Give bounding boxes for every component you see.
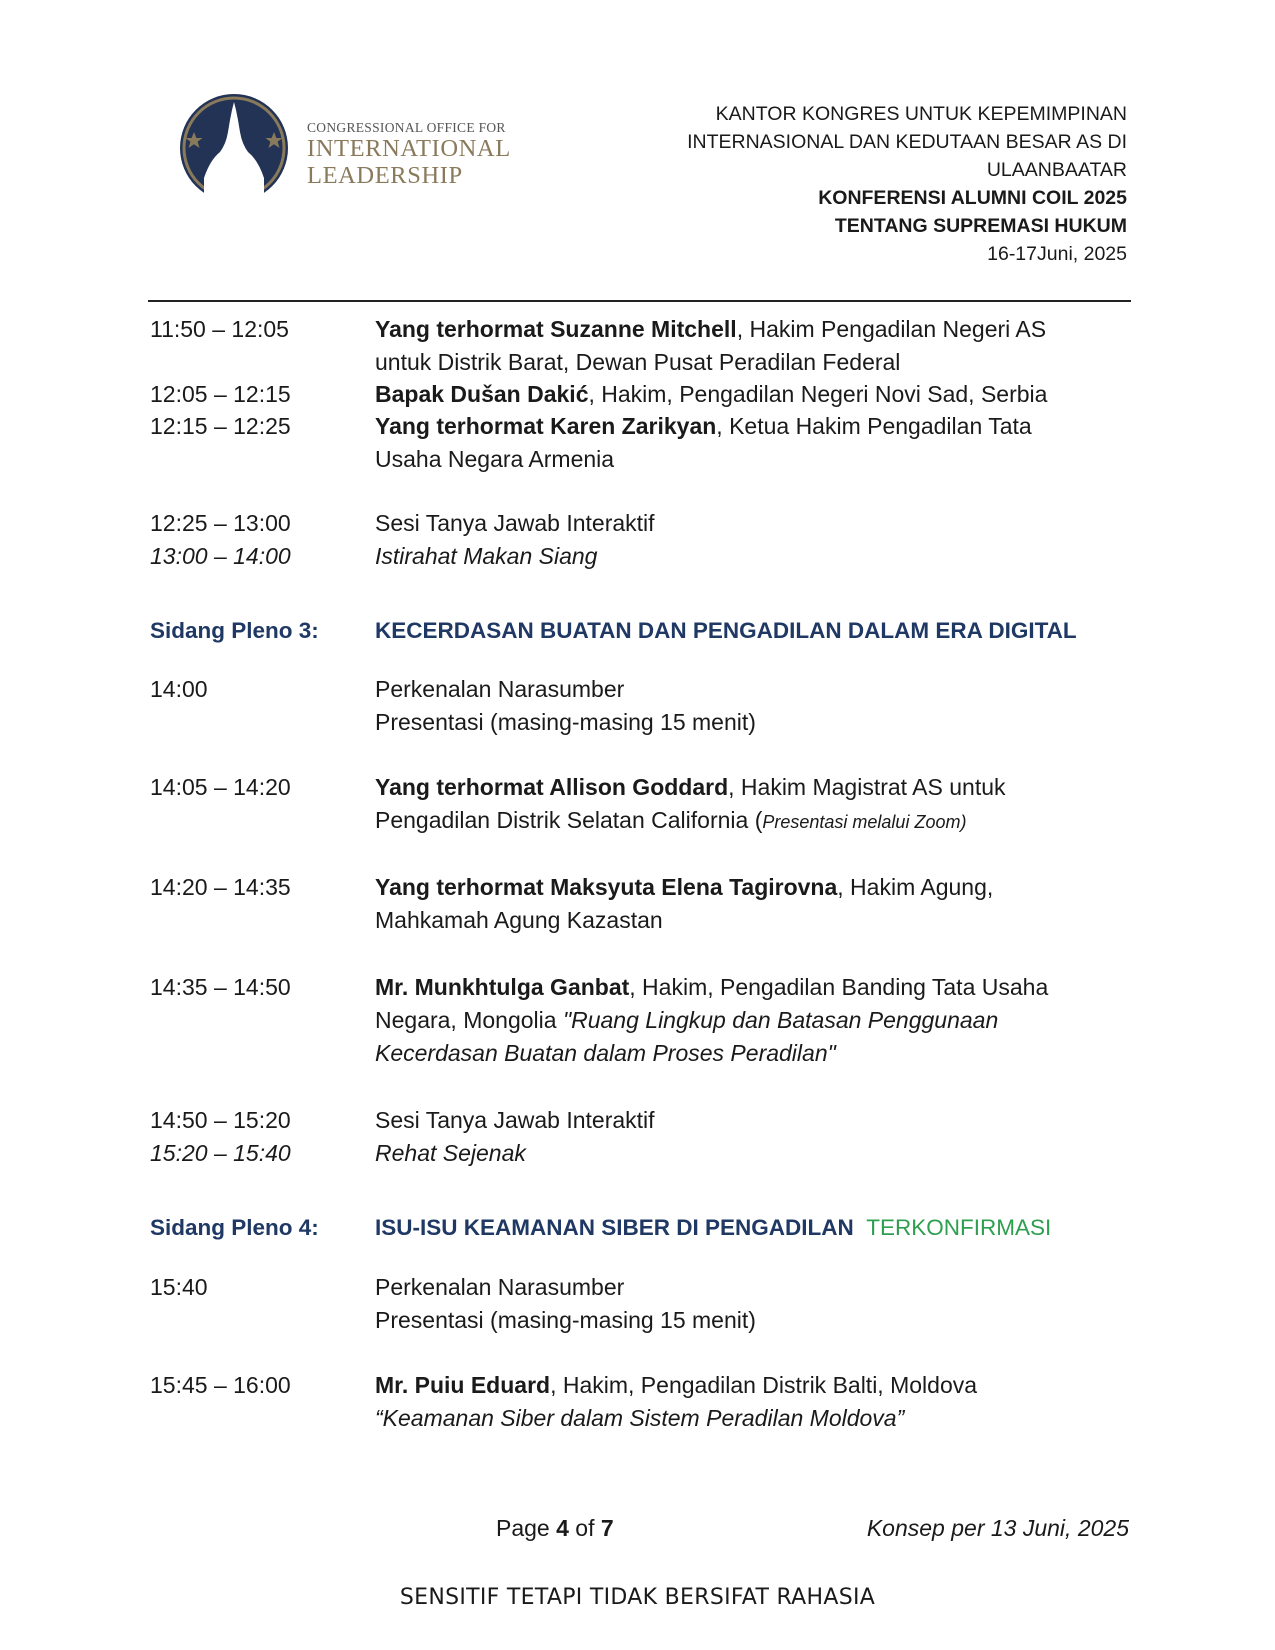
status-badge: TERKONFIRMASI: [866, 1215, 1052, 1240]
speaker-role-cont: Negara, Mongolia: [375, 1007, 563, 1033]
capitol-dome-emblem: [170, 92, 300, 204]
header-line-3: ULAANBAATAR: [986, 159, 1127, 181]
speaker-role: , Hakim Magistrat AS untuk: [728, 774, 1006, 800]
presentation-note: Presentasi (masing-masing 15 menit): [375, 1307, 756, 1333]
agenda-description: [375, 1271, 1145, 1337]
header-line-2: INTERNASIONAL DAN KEDUTAAN BESAR AS DI: [687, 131, 1127, 153]
speaker-role-cont: Mahkamah Agung Kazastan: [375, 907, 663, 933]
agenda-description: [375, 378, 1145, 411]
agenda-time: 12:15 – 12:25: [150, 413, 291, 439]
presentation-title: “Keamanan Siber dalam Sistem Peradilan Moldova”: [375, 1405, 905, 1431]
presentation-title: "Ruang Lingkup dan Batasan Penggunaan: [562, 1007, 999, 1033]
speaker-name: Mr. Munkhtulga Ganbat: [375, 974, 630, 1000]
agenda-description: Sesi Tanya Jawab Interaktif: [375, 510, 655, 536]
session-title: ISU-ISU KEAMANAN SIBER DI PENGADILAN: [375, 1215, 854, 1240]
agenda-description: [375, 1369, 1145, 1435]
agenda-description: [375, 673, 1145, 739]
speaker-role-cont: Usaha Negara Armenia: [375, 446, 615, 472]
session-title-wrap: [375, 1211, 1145, 1244]
speaker-role-cont: untuk Distrik Barat, Dewan Pusat Peradilan Federal: [375, 349, 901, 375]
agenda-time: 14:00: [150, 676, 208, 702]
agenda-description: [375, 871, 1145, 937]
page-mid: of: [568, 1515, 601, 1541]
agenda-description: [375, 771, 1145, 839]
agenda-time: 14:50 – 15:20: [150, 1107, 291, 1133]
agenda-time: 14:05 – 14:20: [150, 774, 291, 800]
zoom-note: Presentasi melalui Zoom): [762, 812, 967, 832]
speaker-name: Mr. Puiu Eduard: [375, 1372, 551, 1398]
agenda-description: [375, 313, 1145, 379]
speaker-name: Yang terhormat Maksyuta Elena Tagirovna: [375, 874, 838, 900]
session-label: Sidang Pleno 3:: [150, 618, 319, 643]
agenda-time: 11:50 – 12:05: [150, 316, 289, 342]
speaker-role: , Hakim, Pengadilan Negeri Novi Sad, Serbia: [588, 381, 1048, 407]
document-header: [687, 100, 1127, 268]
speaker-role: , Ketua Hakim Pengadilan Tata: [716, 413, 1032, 439]
header-divider: [148, 300, 1131, 302]
speaker-role: , Hakim, Pengadilan Banding Tata Usaha: [629, 974, 1049, 1000]
presentation-title-cont: Kecerdasan Buatan dalam Proses Peradilan": [375, 1040, 836, 1066]
speaker-role: , Hakim Pengadilan Negeri AS: [736, 316, 1047, 342]
agenda-description: [375, 971, 1145, 1070]
page-total: 7: [600, 1515, 614, 1541]
agenda-time: 13:00 – 14:00: [150, 543, 291, 569]
page-current: 4: [556, 1515, 569, 1541]
organization-logo: [170, 92, 516, 204]
agenda-time: 12:05 – 12:15: [150, 381, 291, 407]
agenda-time: 14:20 – 14:35: [150, 874, 291, 900]
intro-text: Perkenalan Narasumber: [375, 1274, 625, 1300]
speaker-name: Bapak Dušan Dakić: [375, 381, 589, 407]
conference-title: KONFERENSI ALUMNI COIL 2025: [818, 187, 1127, 209]
agenda-time: 15:40: [150, 1274, 208, 1300]
agenda-description: Rehat Sejenak: [375, 1140, 526, 1166]
speaker-role-cont: Pengadilan Distrik Selatan California (: [375, 807, 763, 833]
header-line-1: KANTOR KONGRES UNTUK KEPEMIMPINAN: [715, 103, 1127, 125]
logo-text-line3: LEADERSHIP: [307, 162, 463, 189]
speaker-name: Yang terhormat Suzanne Mitchell: [375, 316, 737, 342]
speaker-role: , Hakim Agung,: [837, 874, 994, 900]
intro-text: Perkenalan Narasumber: [375, 676, 625, 702]
speaker-role: , Hakim, Pengadilan Distrik Balti, Moldova: [550, 1372, 978, 1398]
speaker-name: Yang terhormat Karen Zarikyan: [375, 413, 717, 439]
agenda-description: Istirahat Makan Siang: [375, 543, 598, 569]
draft-date: Konsep per 13 Juni, 2025: [866, 1515, 1129, 1541]
page-number: [496, 1515, 614, 1542]
classification-marking: SENSITIF TETAPI TIDAK BERSIFAT RAHASIA: [399, 1585, 876, 1610]
conference-date: 16-17Juni, 2025: [987, 243, 1127, 265]
agenda-time: 12:25 – 13:00: [150, 510, 291, 536]
agenda-time: 14:35 – 14:50: [150, 974, 291, 1000]
agenda-time: 15:20 – 15:40: [150, 1140, 291, 1166]
page-prefix: Page: [496, 1515, 557, 1541]
logo-text-line1: CONGRESSIONAL OFFICE FOR: [307, 120, 506, 135]
session-title: KECERDASAN BUATAN DAN PENGADILAN DALAM ERA DIGITAL: [375, 618, 1077, 643]
agenda-time: 15:45 – 16:00: [150, 1372, 291, 1398]
speaker-name: Yang terhormat Allison Goddard: [375, 774, 729, 800]
agenda-description: Sesi Tanya Jawab Interaktif: [375, 1107, 655, 1133]
agenda-description: [375, 410, 1145, 476]
presentation-note: Presentasi (masing-masing 15 menit): [375, 709, 756, 735]
logo-text-line2: INTERNATIONAL: [307, 135, 511, 162]
session-label: Sidang Pleno 4:: [150, 1215, 319, 1240]
conference-subtitle: TENTANG SUPREMASI HUKUM: [834, 215, 1127, 237]
